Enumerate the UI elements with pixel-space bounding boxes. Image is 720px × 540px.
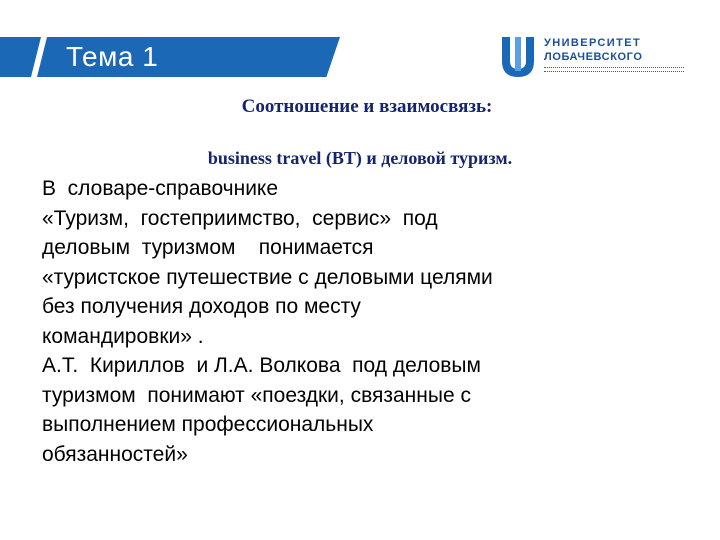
body-paragraph bbox=[42, 174, 702, 469]
university-logo bbox=[498, 33, 708, 83]
body-line: «туристское путешествие с деловыми целями bbox=[42, 265, 493, 289]
body-line: без получения доходов по месту bbox=[42, 295, 361, 318]
logo-tagline bbox=[544, 67, 684, 72]
body-line: командировки» . bbox=[42, 324, 204, 348]
body-line: выполнением профессиональных bbox=[42, 413, 374, 436]
body-line: А.Т. Кириллов и Л.А. Волкова под деловым bbox=[42, 354, 481, 377]
body-line: В словаре-справочнике bbox=[42, 177, 279, 200]
header-banner bbox=[0, 37, 340, 77]
university-logo-icon bbox=[498, 33, 538, 81]
body-line: деловым туризмом понимается bbox=[42, 236, 374, 259]
topic-label: Тема 1 bbox=[66, 41, 159, 72]
slide-subtitle: business travel (BT) и деловой туризм. bbox=[207, 148, 513, 168]
logo-text-line2: ЛОБАЧЕВСКОГО bbox=[544, 51, 643, 63]
slide-title: Соотношение и взаимосвязь: bbox=[241, 96, 493, 117]
body-line: обязанностей» bbox=[42, 442, 188, 466]
logo-text-line1: УНИВЕРСИТЕТ bbox=[544, 37, 642, 49]
body-line: туризмом понимают «поездки, связанные с bbox=[42, 383, 471, 407]
body-line: «Туризм, гостеприимство, сервис» под bbox=[42, 206, 438, 230]
